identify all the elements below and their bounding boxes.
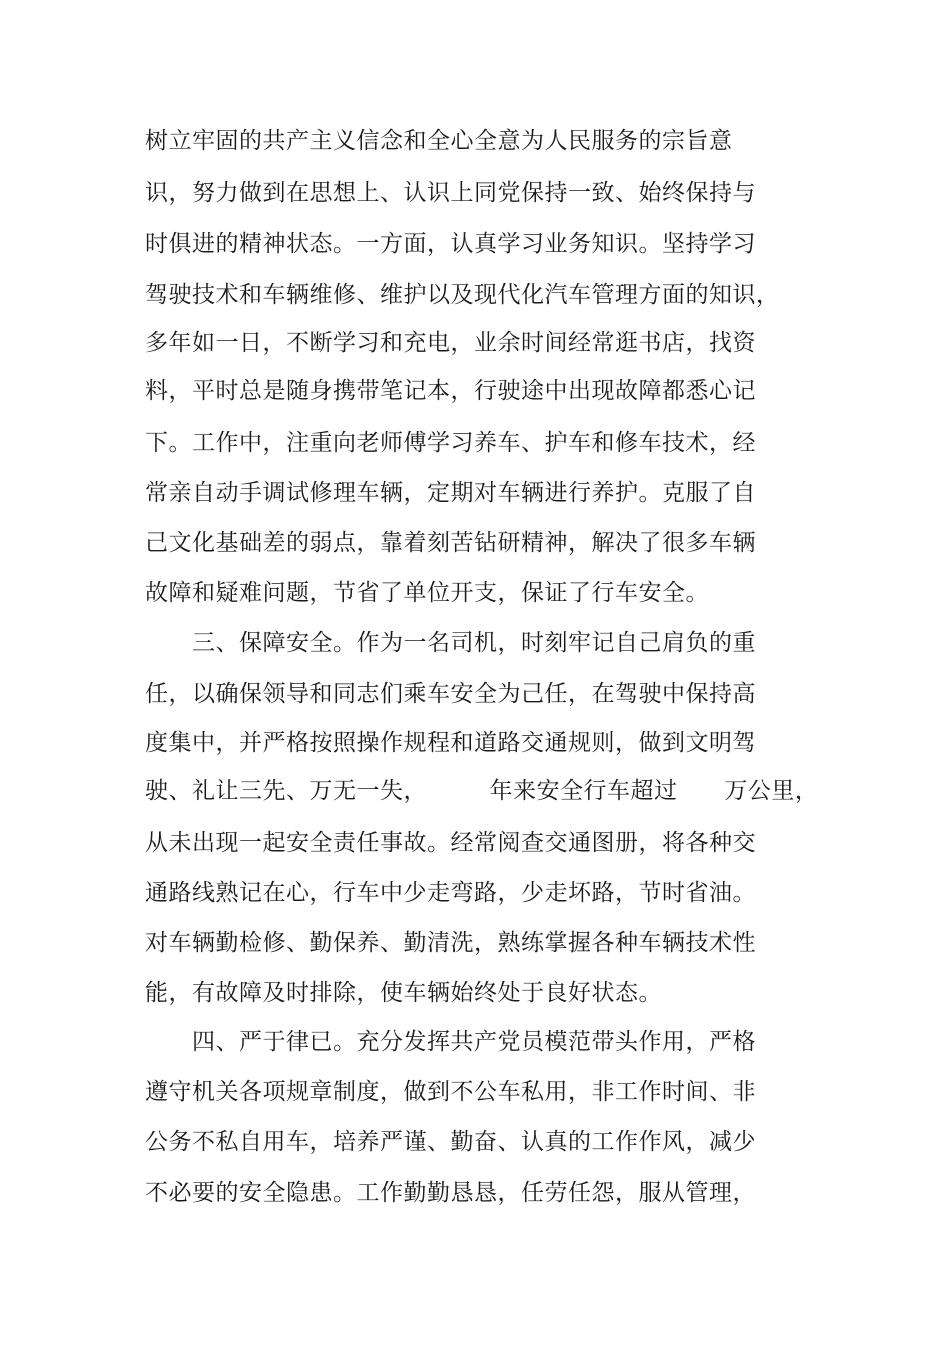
text-line: 己文化基础差的弱点，靠着刻苦钻研精神，解决了很多车辆 bbox=[145, 530, 756, 556]
text-line: 料，平时总是随身携带笔记本，行驶途中出现故障都悉心记 bbox=[145, 378, 756, 404]
paragraph-first-line: 三、保障安全。作为一名司机，时刻牢记自己肩负的重 bbox=[192, 630, 756, 656]
paragraph-first-line: 四、严于律已。充分发挥共产党员模范带头作用，严格 bbox=[192, 1029, 756, 1055]
text-line: 下。工作中，注重向老师傅学习养车、护车和修车技术，经 bbox=[145, 430, 756, 456]
text-line: 驶、礼让三先、万无一失， 年来安全行车超过 万公里， bbox=[145, 778, 819, 804]
text-line: 时俱进的精神状态。一方面，认真学习业务知识。坚持学习 bbox=[145, 231, 756, 257]
text-line: 驾驶技术和车辆维修、维护以及现代化汽车管理方面的知识， bbox=[145, 282, 780, 308]
text-line: 常亲自动手调试修理车辆，定期对车辆进行养护。克服了自 bbox=[145, 480, 756, 506]
text-line: 度集中，并严格按照操作规程和道路交通规则，做到文明驾 bbox=[145, 730, 756, 756]
text-line: 公务不私自用车，培养严谨、勤奋、认真的工作作风，减少 bbox=[145, 1129, 756, 1155]
text-line: 不必要的安全隐患。工作勤勤恳恳，任劳任怨，服从管理， bbox=[145, 1180, 756, 1206]
text-line: 故障和疑难问题，节省了单位开支，保证了行车安全。 bbox=[145, 580, 709, 606]
text-line: 多年如一日，不断学习和充电，业余时间经常逛书店，找资 bbox=[145, 330, 756, 356]
text-line: 任，以确保领导和同志们乘车安全为己任，在驾驶中保持高 bbox=[145, 681, 756, 707]
text-line: 遵守机关各项规章制度，做到不公车私用，非工作时间、非 bbox=[145, 1079, 756, 1105]
text-line: 识，努力做到在思想上、认识上同党保持一致、始终保持与 bbox=[145, 180, 756, 206]
text-line: 通路线熟记在心，行车中少走弯路，少走坏路，节时省油。 bbox=[145, 880, 756, 906]
text-line: 从未出现一起安全责任事故。经常阅查交通图册，将各种交 bbox=[145, 830, 756, 856]
text-line: 能，有故障及时排除，使车辆始终处于良好状态。 bbox=[145, 980, 662, 1006]
text-line: 对车辆勤检修、勤保养、勤清洗，熟练掌握各种车辆技术性 bbox=[145, 930, 756, 956]
text-line: 树立牢固的共产主义信念和全心全意为人民服务的宗旨意 bbox=[145, 128, 733, 154]
